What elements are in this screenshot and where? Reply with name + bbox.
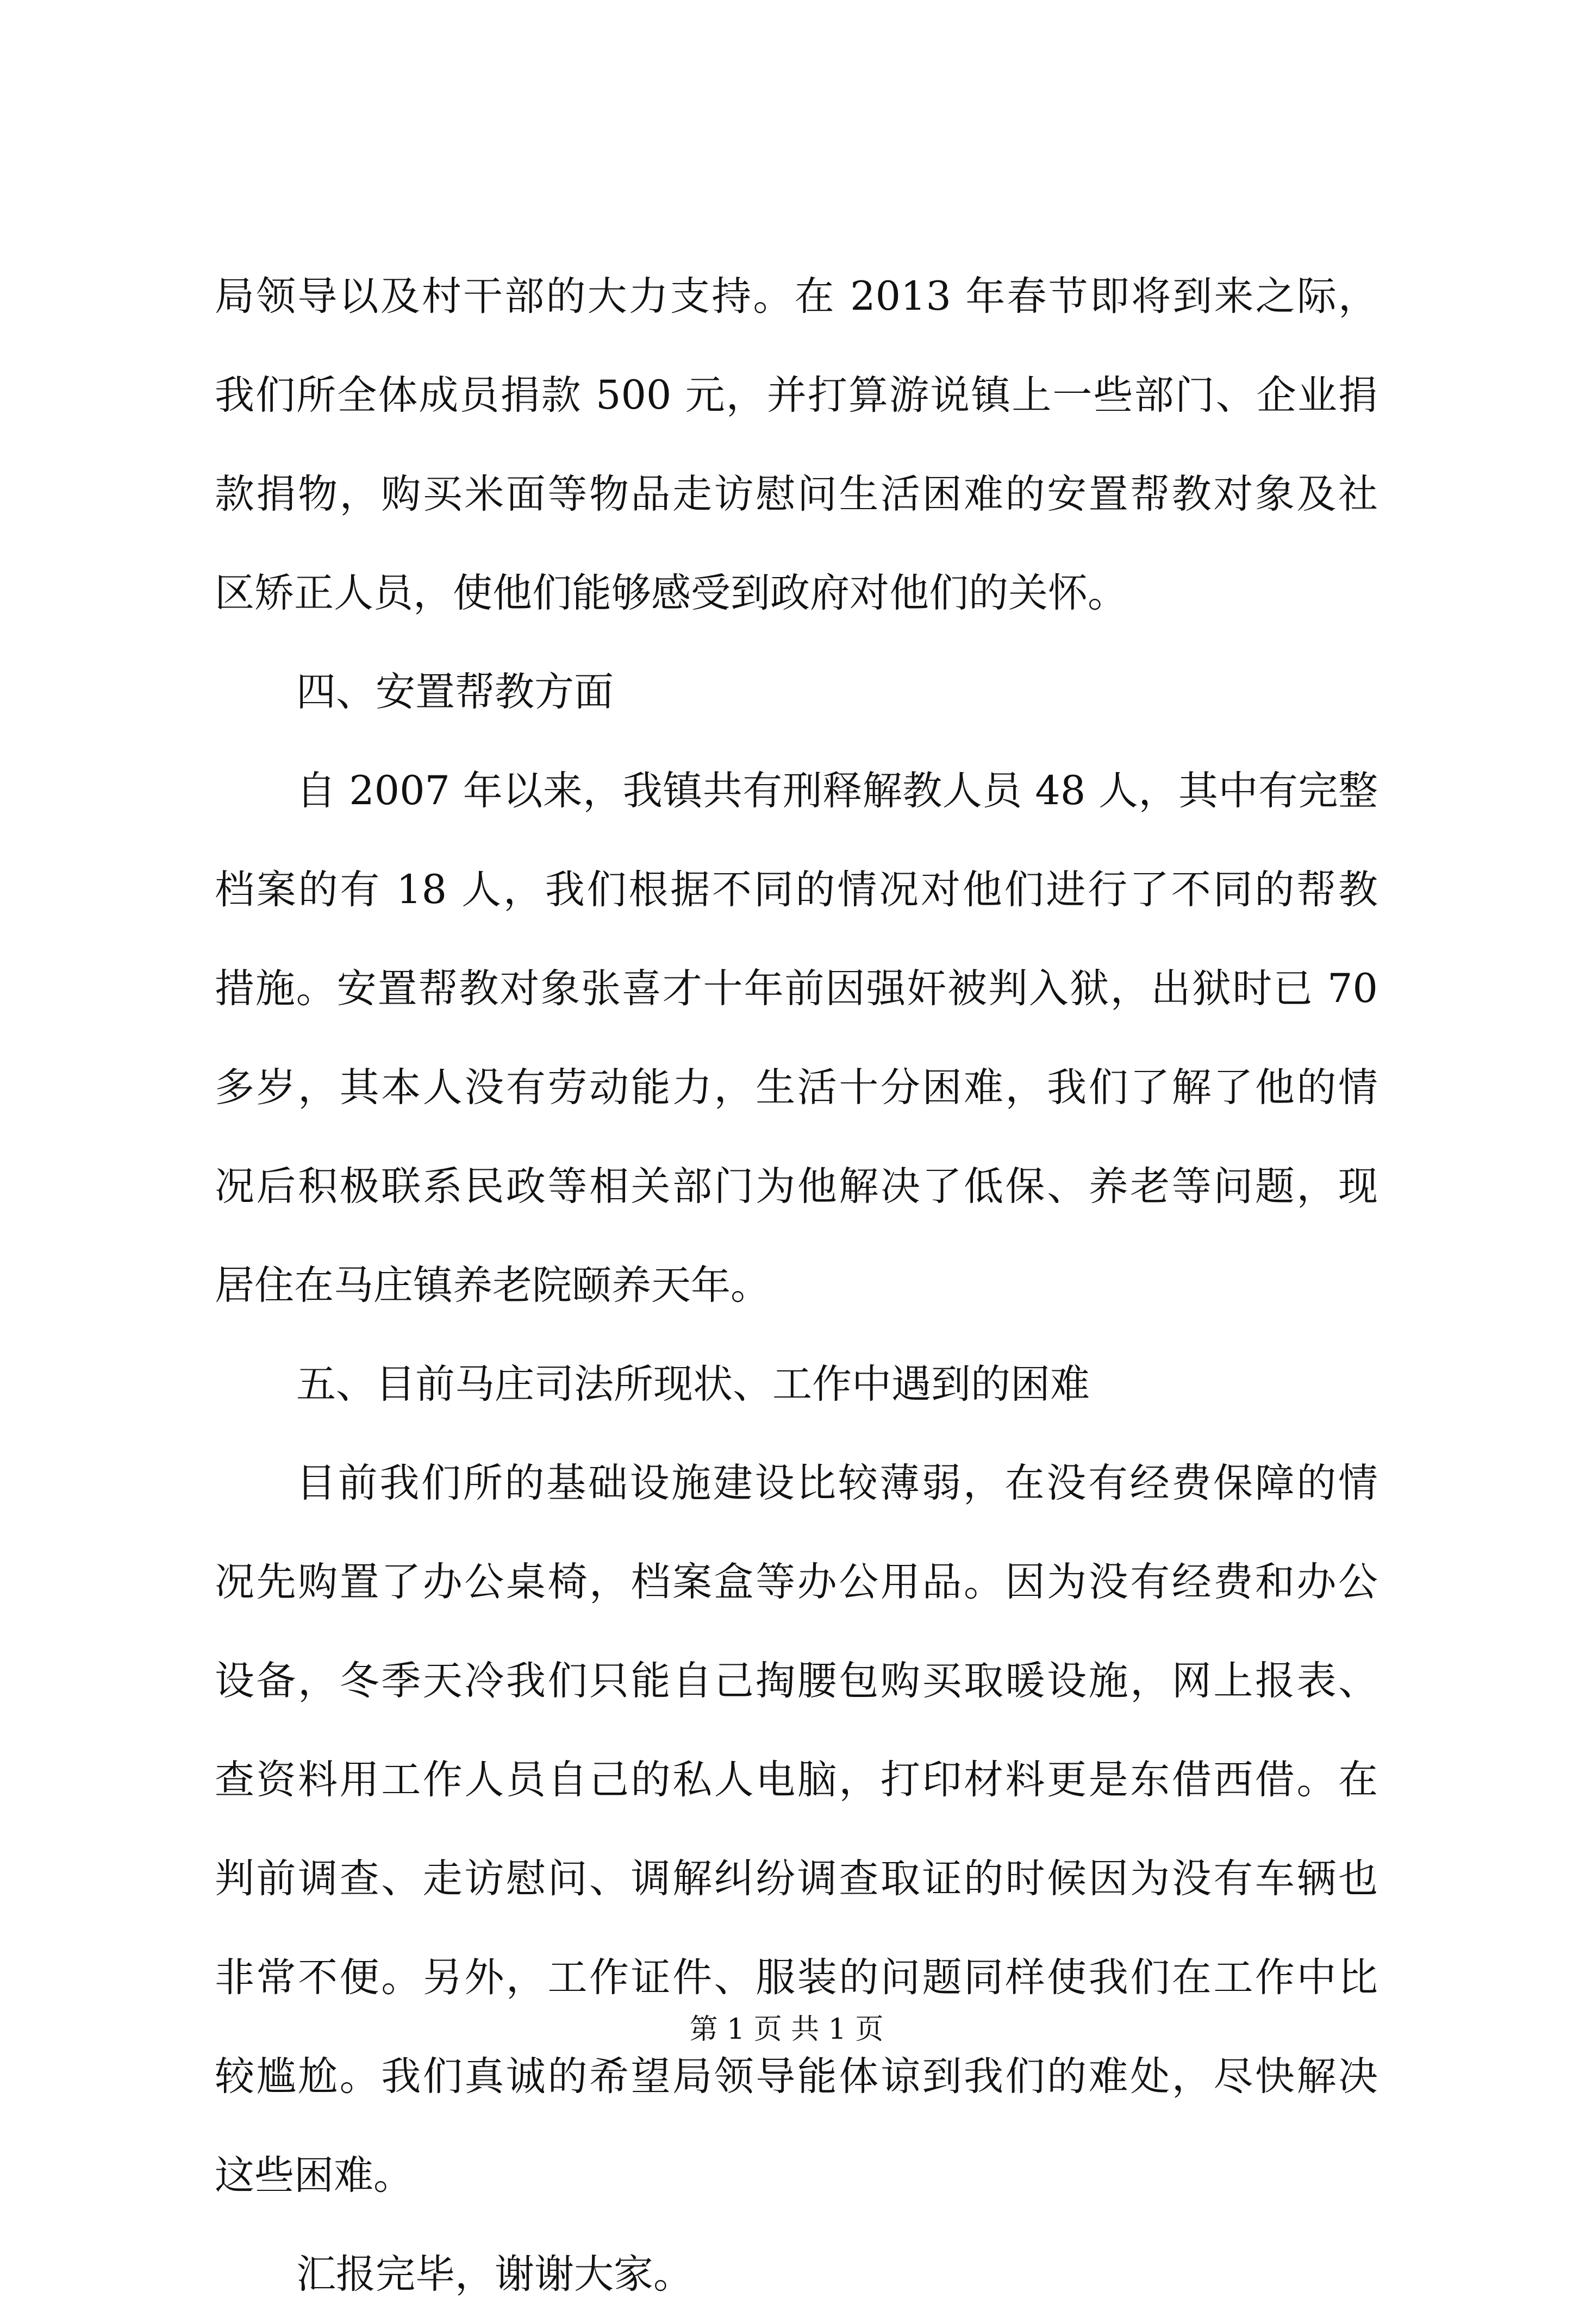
paragraph-line: 档案的有 18 人，我们根据不同的情况对他们进行了不同的帮教	[215, 867, 1378, 913]
section-heading: 四、安置帮教方面	[296, 669, 614, 715]
paragraph-line: 较尴尬。我们真诚的希望局领导能体谅到我们的难处，尽快解决	[215, 2053, 1378, 2100]
paragraph-line: 目前我们所的基础设施建设比较薄弱，在没有经费保障的情	[296, 1460, 1378, 1506]
paragraph-line: 我们所全体成员捐款 500 元，并打算游说镇上一些部门、企业捐	[215, 372, 1378, 418]
paragraph-line: 设备，冬季天冷我们只能自己掏腰包购买取暖设施，网上报表、	[215, 1658, 1378, 1704]
paragraph-line: 这些困难。	[215, 2152, 413, 2198]
closing-line: 汇报完毕，谢谢大家。	[296, 2251, 693, 2297]
paragraph-line: 判前调查、走访慰问、调解纠纷调查取证的时候因为没有车辆也	[215, 1856, 1378, 1902]
paragraph-line: 局领导以及村干部的大力支持。在 2013 年春节即将到来之际，	[215, 273, 1378, 320]
paragraph-line: 措施。安置帮教对象张喜才十年前因强奸被判入狱，出狱时已 70	[215, 966, 1378, 1012]
paragraph-line: 多岁，其本人没有劳动能力，生活十分困难，我们了解了他的情	[215, 1064, 1378, 1111]
paragraph-line: 况后积极联系民政等相关部门为他解决了低保、养老等问题，现	[215, 1163, 1378, 1210]
section-heading: 五、目前马庄司法所现状、工作中遇到的困难	[296, 1361, 1090, 1407]
paragraph-line: 区矫正人员，使他们能够感受到政府对他们的关怀。	[215, 570, 1127, 616]
paragraph-line: 况先购置了办公桌椅，档案盒等办公用品。因为没有经费和办公	[215, 1559, 1378, 1605]
paragraph-line: 查资料用工作人员自己的私人电脑，打印材料更是东借西借。在	[215, 1757, 1378, 1803]
paragraph-line: 非常不便。另外，工作证件、服装的问题同样使我们在工作中比	[215, 1955, 1378, 2001]
paragraph-line: 自 2007 年以来，我镇共有刑释解教人员 48 人，其中有完整	[296, 768, 1378, 814]
paragraph-line: 居住在马庄镇养老院颐养天年。	[215, 1262, 770, 1308]
page-footer: 第 1 页 共 1 页	[689, 2013, 884, 2046]
paragraph-line: 款捐物，购买米面等物品走访慰问生活困难的安置帮教对象及社	[215, 471, 1378, 517]
